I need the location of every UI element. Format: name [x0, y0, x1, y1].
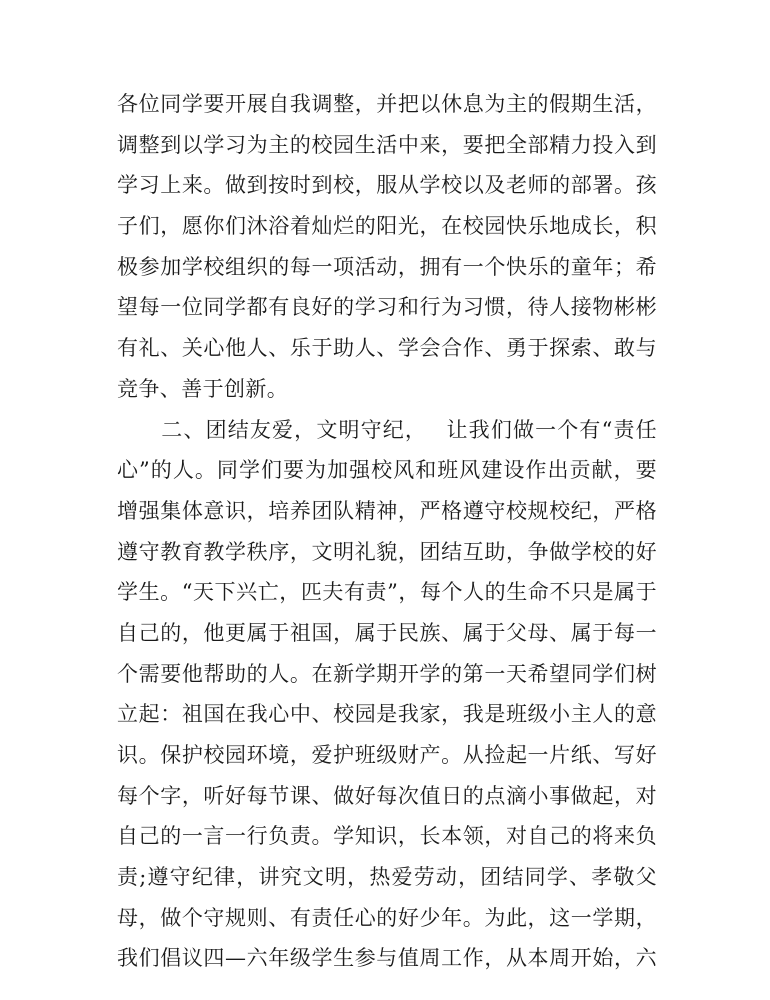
text-line: 各位同学要开展自我调整，并把以休息为主的假期生活， [117, 92, 657, 116]
text-line: 子们，愿你们沐浴着灿烂的阳光，在校园快乐地成长，积 [117, 214, 657, 239]
text-line: 调整到以学习为主的校园生活中来，要把全部精力投入到 [117, 132, 657, 157]
text-line: 自己的，他更属于祖国，属于民族、属于父母、属于每一 [117, 620, 657, 645]
text-line: 个需要他帮助的人。在新学期开学的第一天希望同学们树 [117, 661, 657, 686]
text-line: 增强集体意识，培养团队精神，严格遵守校规校纪，严格 [117, 498, 657, 523]
text-line: 责;遵守纪律，讲究文明，热爱劳动，团结同学、孝敬父 [117, 865, 657, 890]
text-line: 我们倡议四—六年级学生参与值周工作，从本周开始，六 [117, 946, 657, 971]
text-line: 立起：祖国在我心中、校园是我家，我是班级小主人的意 [117, 702, 657, 727]
text-line: 每个字，听好每节课、做好每次值日的点滴小事做起，对 [117, 783, 657, 808]
text-line: 自己的一言一行负责。学知识，长本领，对自己的将来负 [117, 824, 657, 849]
text-line: 望每一位同学都有良好的学习和行为习惯，待人接物彬彬 [117, 295, 657, 320]
text-line: 学生。“天下兴亡，匹夫有责”，每个人的生命不只是属于 [117, 580, 657, 605]
text-line: 学习上来。做到按时到校，服从学校以及老师的部署。孩 [117, 173, 657, 198]
text-line: 识。保护校园环境，爱护班级财产。从捡起一片纸、写好 [117, 743, 657, 767]
text-line: 竞争、善于创新。 [117, 376, 289, 401]
text-line: 心”的人。同学们要为加强校风和班风建设作出贡献，要 [117, 458, 657, 483]
section-heading-line: 二、团结友爱，文明守纪， 让我们做一个有“责任 [117, 417, 657, 442]
body-text [117, 84, 657, 979]
text-line: 有礼、关心他人、乐于助人、学会合作、勇于探索、敢与 [117, 336, 657, 361]
text-line: 极参加学校组织的每一项活动，拥有一个快乐的童年；希 [117, 254, 657, 279]
text-line: 母，做个守规则、有责任心的好少年。为此，这一学期， [117, 905, 657, 930]
text-line: 遵守教育教学秩序，文明礼貌，团结互助，争做学校的好 [117, 539, 657, 564]
